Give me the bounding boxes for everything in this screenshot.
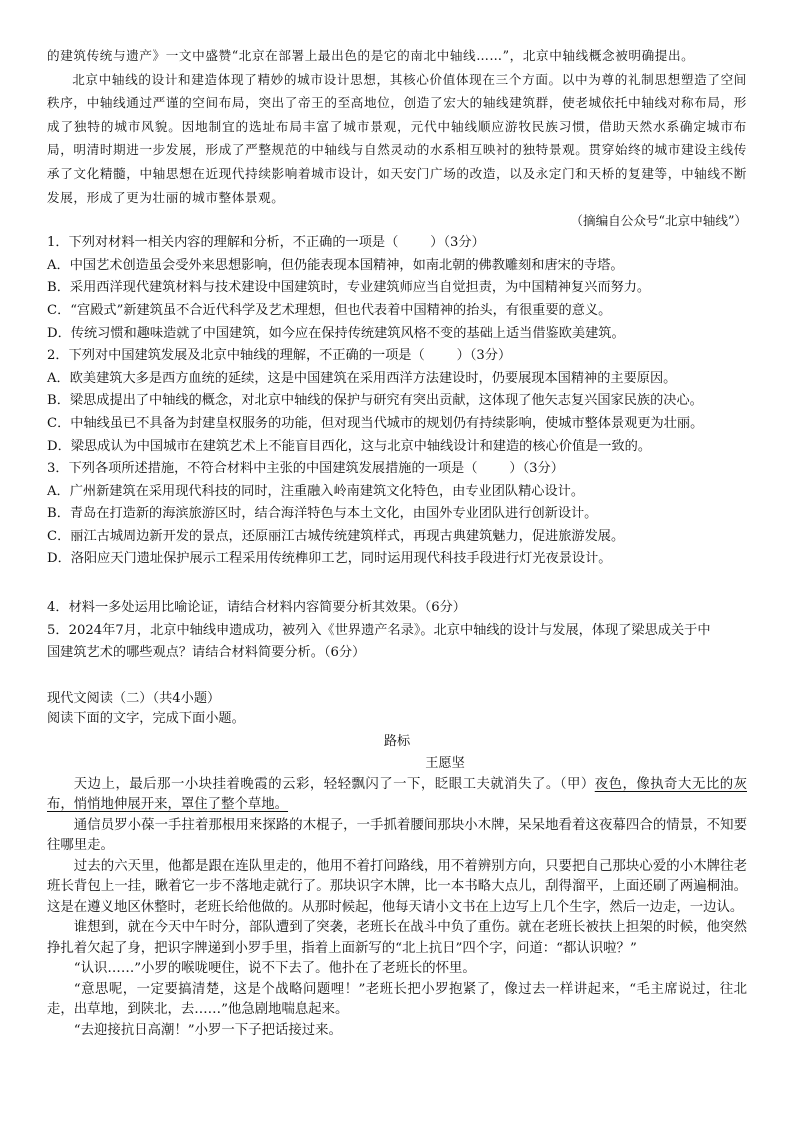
material-line-top: 的建筑传统与遗产》一文中盛赞“北京在部署上最出色的是它的南北中轴线……”，北京中轴线概念被明确提出。: [47, 48, 695, 63]
question-2-option-b: B．梁思成提出了中轴线的概念，对北京中轴线的保护与研究有突出贡献，这体现了他矢志复兴国家民族的决心。: [47, 393, 703, 409]
question-3-option-c: C．丽江古城周边新开发的景点，还原丽江古城传统建筑样式，再现古典建筑魅力，促进旅游发展。: [47, 528, 625, 544]
section-heading: 现代文阅读（二）（共4小题）: [47, 690, 221, 706]
question-2-option-c: C．中轴线虽已不具备为封建皇权服务的功能，但对现当代城市的规划仍有持续影响，使城市整体景观更为壮丽。: [47, 415, 704, 431]
spacer: [47, 665, 747, 689]
multiple-choice-questions: [47, 232, 747, 665]
story-paragraph-5: “认识……”小罗的喉咙哽住，说不下去了。他扑在了老班长的怀里。: [73, 961, 476, 977]
story-paragraph-7: “去迎接抗日高潮！”小罗一下子把话接过来。: [73, 1022, 342, 1038]
story-body: [47, 775, 747, 1042]
story-paragraph-6: “意思呢，一定要搞清楚，这是个战略问题哩！”老班长把小罗抱紧了，像过去一样讲起来，“毛主席说过，往北走，出草地，到陕北，去……”他急剧地喘息起来。: [47, 981, 747, 1018]
story-author: 王愿坚: [425, 755, 465, 771]
question-5-line-2: 国建筑艺术的哪些观点？请结合材料简要分析。（6分）: [47, 645, 366, 661]
story-title: 路标: [383, 733, 411, 749]
question-1-option-b: B．采用西洋现代建筑材料与技术建设中国建筑时，专业建筑师应当自觉担责，为中国精神复兴而努力。: [47, 280, 651, 296]
question-1-option-a: A．中国艺术创造虽会受外来思想影响，但仍能表现本国精神，如南北朝的佛教雕刻和唐宋的寺塔。: [47, 257, 624, 273]
question-3-option-b: B．青岛在打造新的海滨旅游区时，结合海洋特色与本土文化，由国外专业团队进行创新设计。: [47, 506, 598, 522]
spacer: [47, 571, 747, 597]
question-3-stem: 3．下列各项所述措施，不符合材料中主张的中国建筑发展措施的一项是（ ）（3分）: [47, 461, 564, 477]
question-1-option-c: C．“宫殿式”新建筑虽不合近代科学及艺术理想，但也代表着中国精神的抬头，有很重要的意义。: [47, 302, 612, 318]
question-1-stem: 1．下列对材料一相关内容的理解和分析，不正确的一项是（ ）（3分）: [47, 235, 485, 251]
question-2-option-d: D．梁思成认为中国城市在建筑艺术上不能盲目西化，这与北京中轴线设计和建造的核心价值是一致的。: [47, 438, 652, 454]
question-2-option-a: A．欧美建筑大多是西方血统的延续，这是中国建筑在采用西洋方法建设时，仍要展现本国精神的主要原因。: [47, 370, 677, 386]
question-5-line-1: 5．2024年7月，北京中轴线申遗成功，被列入《世界遗产名录》。北京中轴线的设计与发展，体现了梁思成关于中: [47, 622, 711, 638]
section-instruction: 阅读下面的文字，完成下面小题。: [47, 710, 245, 726]
material-paragraph: 北京中轴线的设计和建造体现了精妙的城市设计思想，其核心价值体现在三个方面。以中为尊的礼制思想塑造了空间秩序，中轴线通过严谨的空间布局，突出了帝王的至高地位，创造了宏大的轴线建筑群，使老城依托中轴线对称布局，形成了独特的城市风貌。因地制宜的选址布局丰富了城市景观，元代中轴线顺应游牧民族习惯，借助天然水系确定城市布局，明清时期进一步发展，形成了严整规范的中轴线与自然灵动的水系相互映衬的独特景观。贯穿始终的城市建设主线传承了文化精髓，中轴思想在近现代持续影响着城市设计，如天安门广场的改造，以及永定门和天桥的复建等，中轴线不断发展，形成了更为壮丽的城市整体景观。: [47, 71, 747, 205]
story-paragraph-1: 天边上，最后那一小块挂着晚霞的云彩，轻轻飘闪了一下，眨眼工夫就消失了。（甲）夜色，像执奇大无比的灰布，悄悄地伸展开来，罩住了整个草地。: [47, 776, 747, 813]
story-paragraph-4: 谁想到，就在今天中午时分，部队遭到了突袭，老班长在战斗中负了重伤。就在老班长被扶上担架的时候，他突然挣扎着欠起了身，把识字牌递到小罗手里，指着上面新写的“北上抗日”四个字，问道：“都认识啦？”: [47, 920, 747, 956]
material-one-excerpt: [47, 44, 747, 209]
question-3-option-d: D．洛阳应天门遗址保护展示工程采用传统榫卯工艺，同时运用现代科技手段进行灯光夜景设计。: [47, 551, 612, 567]
question-3-option-a: A．广州新建筑在采用现代科技的同时，注重融入岭南建筑文化特色，由专业团队精心设计。: [47, 483, 585, 499]
story-paragraph-3: 过去的六天里，他都是跟在连队里走的，他用不着打问路线，用不着辨别方向，只要把自己那块心爱的小木牌往老班长背包上一挂，瞅着它一步不落地走就行了。那块识字木牌，比一本书略大点儿，刮得溜平，上面还刷了两遍桐油。这是在遵义地区休整时，老班长给他做的。从那时候起，他每天请小文书在上边写上几个生字，然后一边走，一边认。: [47, 858, 747, 915]
underlined-sentence-jia: 夜色，像执奇大无比的灰布，悄悄地伸展开来，罩住了整个草地。: [47, 776, 747, 813]
story-paragraph-2: 通信员罗小葆一手拄着那根用来探路的木棍子，一手抓着腰间那块小木牌，呆呆地看着这夜幕四合的情景，不知要往哪里走。: [47, 817, 747, 854]
question-2-stem: 2．下列对中国建筑发展及北京中轴线的理解，不正确的一项是（ ）（3分）: [47, 348, 512, 364]
material-source: （摘编自公众号“北京中轴线”）: [570, 213, 747, 229]
question-1-option-d: D．传统习惯和趣味造就了中国建筑，如今应在保持传统建筑风格不变的基础上适当借鉴欧美建筑。: [47, 325, 625, 341]
question-4: 4．材料一多处运用比喻论证，请结合材料内容简要分析其效果。（6分）: [47, 600, 466, 616]
exam-page: [47, 44, 747, 1041]
